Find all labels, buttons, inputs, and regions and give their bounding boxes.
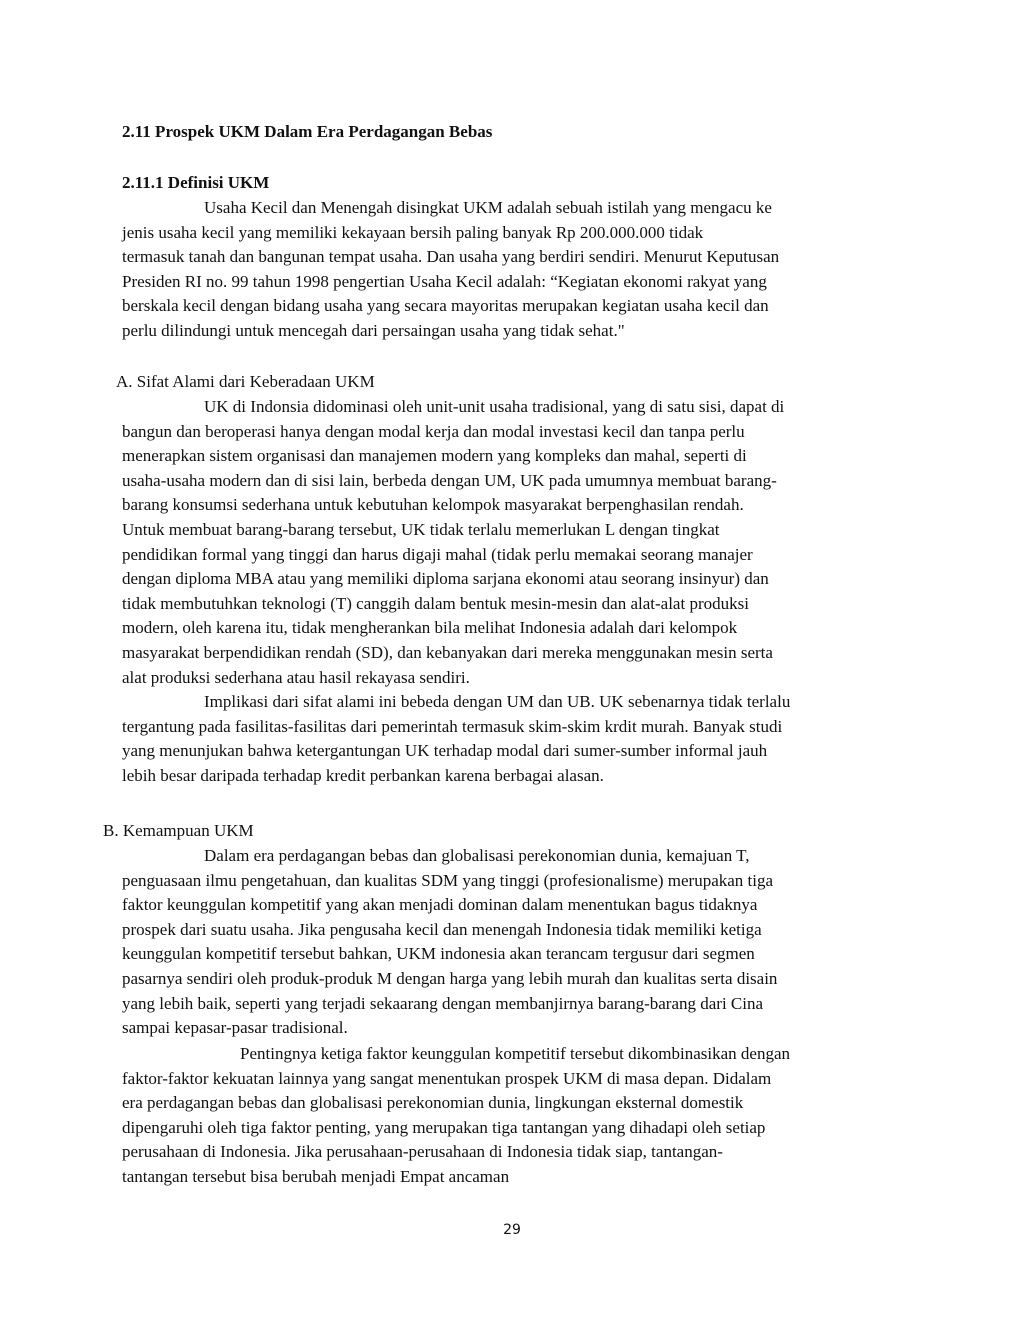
text-line: termasuk tanah dan bangunan tempat usaha. Dan usaha yang berdiri sendiri. Menurut Keputusan bbox=[122, 247, 780, 267]
text-line: masyarakat berpendidikan rendah (SD), dan kebanyakan dari mereka menggunakan mesin serta bbox=[122, 642, 773, 662]
page-number: 29 bbox=[503, 1222, 521, 1238]
text-line: berskala kecil dengan bidang usaha yang secara mayoritas merupakan kegiatan usaha kecil dan bbox=[122, 296, 769, 316]
text-line: dengan diploma MBA atau yang memiliki diploma sarjana ekonomi atau seorang insinyur) dan bbox=[122, 569, 769, 589]
subsection-title: 2.11.1 Definisi UKM bbox=[122, 173, 270, 192]
text-line: pasarnya sendiri oleh produk-produk M dengan harga yang lebih murah dan kualitas serta disain bbox=[122, 968, 778, 988]
text-line: Dalam era perdagangan bebas dan globalisasi perekonomian dunia, kemajuan T, bbox=[204, 846, 750, 865]
text-line: alat produksi sederhana atau hasil rekayasa sendiri. bbox=[122, 667, 470, 687]
text-line: Pentingnya ketiga faktor keunggulan kompetitif tersebut dikombinasikan dengan bbox=[240, 1044, 791, 1063]
text-line: yang lebih baik, seperti yang terjadi sekaarang dengan membanjirnya barang-barang dari Cina bbox=[122, 993, 764, 1013]
text-line: perlu dilindungi untuk mencegah dari persaingan usaha yang tidak sehat." bbox=[122, 320, 625, 340]
text-line: jenis usaha kecil yang memiliki kekayaan bersih paling banyak Rp 200.000.000 tidak bbox=[122, 222, 704, 242]
text-line: UK di Indonsia didominasi oleh unit-unit usaha tradisional, yang di satu sisi, dapat di bbox=[204, 397, 785, 416]
text-line: tantangan tersebut bisa berubah menjadi Empat ancaman bbox=[122, 1166, 510, 1186]
text-line: keunggulan kompetitif tersebut bahkan, UKM indonesia akan terancam tergusur dari segmen bbox=[122, 944, 755, 964]
text-line: lebih besar daripada terhadap kredit perbankan karena berbagai alasan. bbox=[122, 765, 604, 785]
text-line: usaha-usaha modern dan di sisi lain, berbeda dengan UM, UK pada umumnya membuat barang- bbox=[122, 470, 777, 490]
point-b-paragraph-2 bbox=[122, 1042, 900, 1190]
section-title: 2.11 Prospek UKM Dalam Era Perdagangan Bebas bbox=[122, 122, 493, 141]
text-line: Usaha Kecil dan Menengah disingkat UKM adalah sebuah istilah yang mengacu ke bbox=[204, 198, 772, 217]
point-b-title: B. Kemampuan UKM bbox=[103, 821, 254, 840]
point-a-paragraph-2 bbox=[122, 690, 900, 788]
text-line: faktor-faktor kekuatan lainnya yang sangat menentukan prospek UKM di masa depan. Didalam bbox=[122, 1068, 772, 1088]
point-a-paragraph-1 bbox=[122, 395, 900, 690]
text-line: modern, oleh karena itu, tidak mengherankan bila melihat Indonesia adalah dari kelompok bbox=[122, 618, 738, 638]
text-line: penguasaan ilmu pengetahuan, dan kualitas SDM yang tinggi (profesionalisme) merupakan tiga bbox=[122, 870, 774, 890]
text-line: barang konsumsi sederhana untuk kebutuhan kelompok masyarakat berpenghasilan rendah. bbox=[122, 495, 744, 515]
text-line: menerapkan sistem organisasi dan manajemen modern yang kompleks dan mahal, seperti di bbox=[122, 446, 747, 466]
text-line: tergantung pada fasilitas-fasilitas dari pemerintah termasuk skim-skim krdit murah. Banyak studi bbox=[122, 716, 783, 736]
text-line: dipengaruhi oleh tiga faktor penting, yang merupakan tiga tantangan yang dihadapi oleh setiap bbox=[122, 1117, 766, 1137]
text-line: bangun dan beroperasi hanya dengan modal kerja dan modal investasi kecil dan tanpa perlu bbox=[122, 421, 745, 441]
text-line: faktor keunggulan kompetitif yang akan menjadi dominan dalam menentukan bagus tidaknya bbox=[122, 895, 758, 915]
text-line: Untuk membuat barang-barang tersebut, UK tidak terlalu memerlukan L dengan tingkat bbox=[122, 519, 720, 539]
text-line: pendidikan formal yang tinggi dan harus digaji mahal (tidak perlu memakai seorang manajer bbox=[122, 544, 753, 564]
text-line: sampai kepasar-pasar tradisional. bbox=[122, 1018, 348, 1038]
point-a-title: A. Sifat Alami dari Keberadaan UKM bbox=[116, 372, 375, 391]
text-line: era perdagangan bebas dan globalisasi perekonomian dunia, lingkungan eksternal domestik bbox=[122, 1093, 744, 1113]
point-b-paragraph-1 bbox=[122, 844, 900, 1041]
text-line: prospek dari suatu usaha. Jika pengusaha kecil dan menengah Indonesia tidak memiliki ketiga bbox=[122, 919, 762, 939]
text-line: perusahaan di Indonesia. Jika perusahaan-perusahaan di Indonesia tidak siap, tantangan- bbox=[122, 1142, 723, 1162]
definisi-paragraph bbox=[122, 196, 900, 344]
text-line: tidak membutuhkan teknologi (T) canggih dalam bentuk mesin-mesin dan alat-alat produksi bbox=[122, 593, 749, 613]
text-line: Implikasi dari sifat alami ini bebeda dengan UM dan UB. UK sebenarnya tidak terlalu bbox=[204, 692, 791, 711]
text-line: Presiden RI no. 99 tahun 1998 pengertian Usaha Kecil adalah: “Kegiatan ekonomi rakyat yang bbox=[122, 271, 767, 291]
text-line: yang menunjukan bahwa ketergantungan UK terhadap modal dari sumer-sumber informal jauh bbox=[122, 741, 768, 761]
